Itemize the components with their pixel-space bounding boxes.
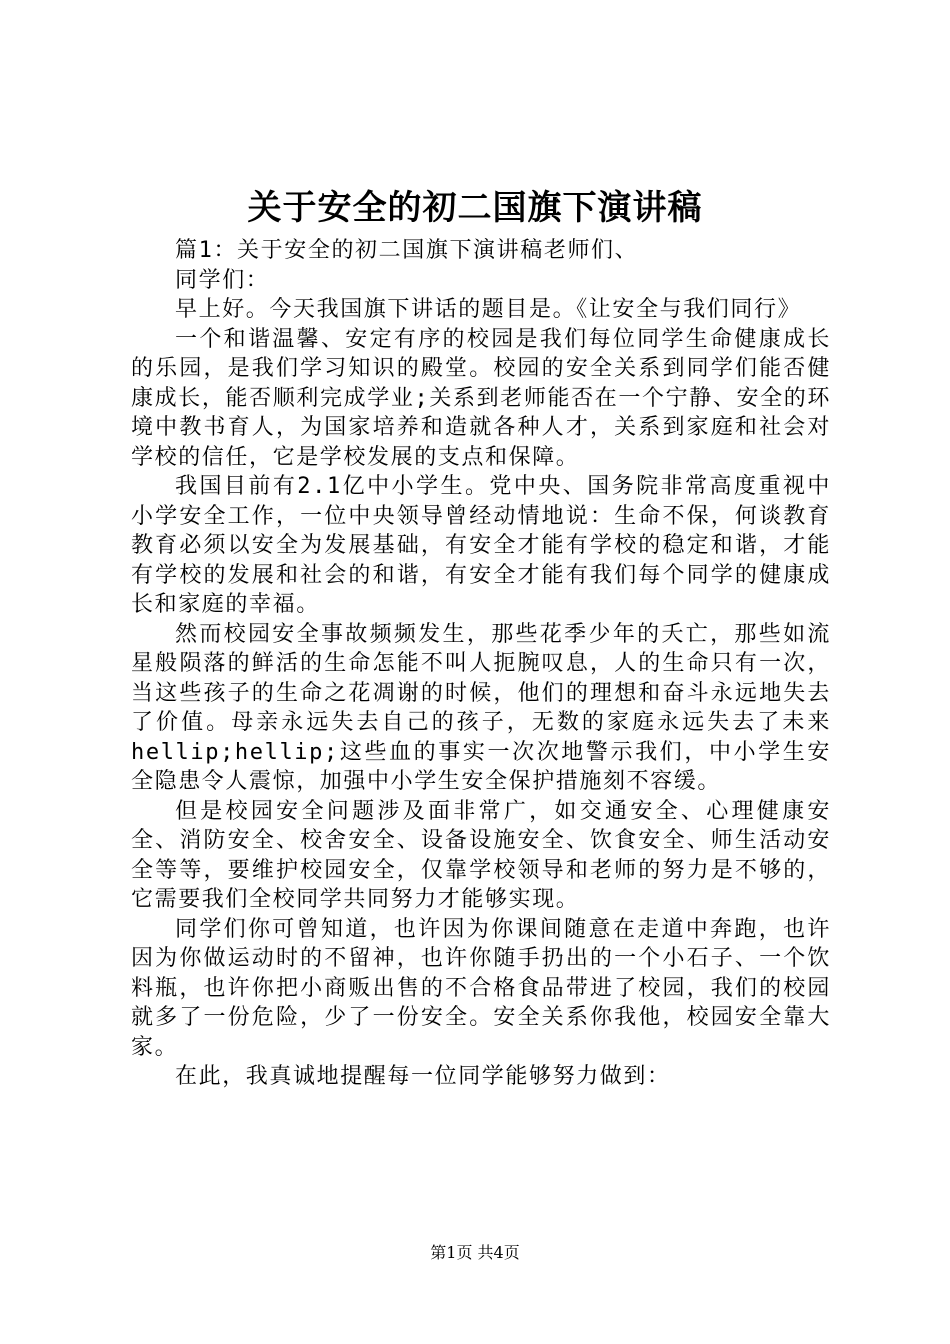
paragraph: 一个和谐温馨、安定有序的校园是我们每位同学生命健康成长的乐园，是我们学习知识的殿堂。校园的安全关系到同学们能否健康成长，能否顺利完成学业;关系到老师能否在一个宁静、安全的环境中教书育人，为国家培养和造就各种人才，关系到家庭和社会对学校的信任，它是学校发展的支点和保障。 [131,326,831,470]
document-body [131,236,831,1092]
paragraph: 篇1：关于安全的初二国旗下演讲稿老师们、 [175,238,639,263]
paragraph: 但是校园安全问题涉及面非常广，如交通安全、心理健康安全、消防安全、校舍安全、设备设施安全、饮食安全、师生活动安全等等，要维护校园安全，仅靠学校领导和老师的努力是不够的，它需要我们全校同学共同努力才能够实现。 [131,798,831,912]
paragraph: 早上好。今天我国旗下讲话的题目是。《让安全与我们同行》 [175,297,802,322]
paragraph: 在此，我真诚地提醒每一位同学能够努力做到： [175,1064,671,1089]
paragraph: 同学们你可曾知道，也许因为你课间随意在走道中奔跑，也许因为你做运动时的不留神，也许你随手扔出的一个小石子、一个饮料瓶，也许你把小商贩出售的不合格食品带进了校园，我们的校园就多了一份危险，少了一份安全。安全关系你我他，校园安全靠大家。 [131,916,831,1060]
paragraph: 同学们： [175,267,270,293]
paragraph: 然而校园安全事故频频发生，那些花季少年的夭亡，那些如流星般陨落的鲜活的生命怎能不叫人扼腕叹息，人的生命只有一次，当这些孩子的生命之花凋谢的时候，他们的理想和奋斗永远地失去了价值。母亲永远失去自己的孩子，无数的家庭永远失去了未来hellip;hellip;这些血的事实一次次地警示我们，中小学生安全隐患令人震惊，加强中小学生安全保护措施刻不容缓。 [131,621,831,794]
paragraph: 我国目前有2.1亿中小学生。党中央、国务院非常高度重视中小学安全工作，一位中央领导曾经动情地说：生命不保，何谈教育教育必须以安全为发展基础，有安全才能有学校的稳定和谐，才能有学校的发展和社会的和谐，有安全才能有我们每个同学的健康成长和家庭的幸福。 [131,474,831,617]
document-title: 关于安全的初二国旗下演讲稿 [247,188,703,228]
page-footer: 第1页 共4页 [430,1243,520,1262]
